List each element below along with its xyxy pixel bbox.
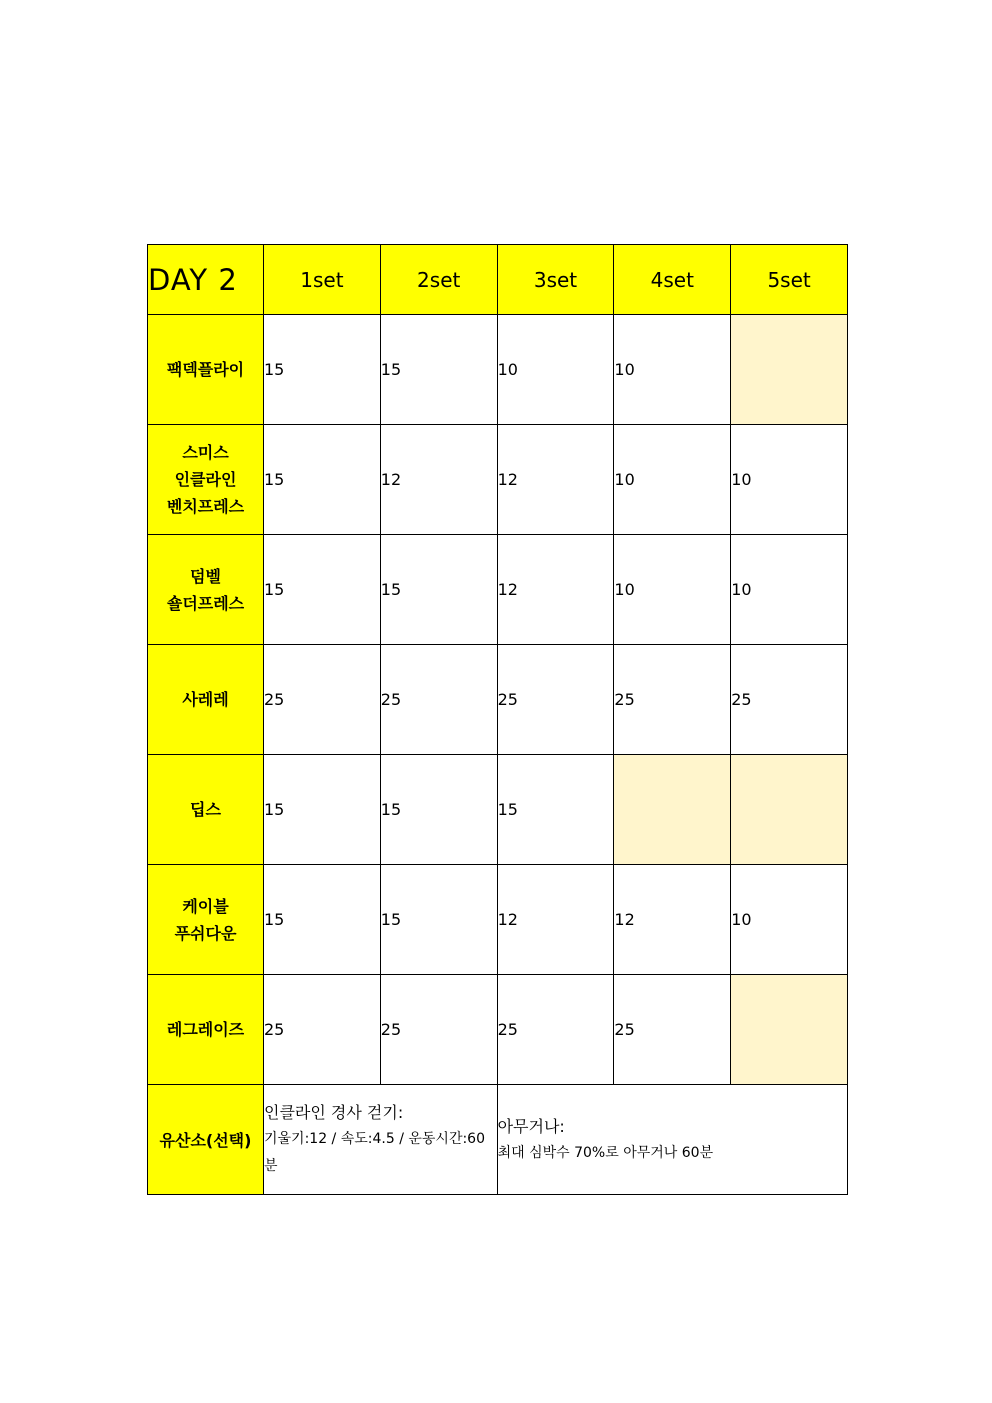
rep-cell: 15 (264, 315, 381, 425)
header-row (148, 245, 848, 315)
exercise-name: 딥스 (148, 755, 264, 865)
rep-cell: 15 (264, 865, 381, 975)
set-header-3: 3set (497, 245, 614, 315)
exercise-row (148, 425, 848, 535)
exercise-name: 스미스 인클라인 벤치프레스 (148, 425, 264, 535)
exercise-name: 사레레 (148, 645, 264, 755)
rep-cell: 25 (497, 975, 614, 1085)
rep-cell: 25 (497, 645, 614, 755)
set-header-1: 1set (264, 245, 381, 315)
rep-cell: 10 (614, 535, 731, 645)
cardio-option-detail: 최대 심박수 70%로 아무거나 60분 (497, 1144, 714, 1161)
rep-cell: 15 (380, 535, 497, 645)
rep-cell: 15 (264, 535, 381, 645)
exercise-row (148, 645, 848, 755)
rep-cell: 12 (614, 865, 731, 975)
rep-cell: 10 (497, 315, 614, 425)
cardio-row (148, 1085, 848, 1195)
cardio-option-incline-walk (264, 1085, 498, 1195)
exercise-row (148, 315, 848, 425)
cardio-option-title: 인클라인 경사 걷기: (264, 1103, 404, 1122)
rep-cell: 15 (264, 425, 381, 535)
rep-cell: 12 (497, 535, 614, 645)
exercise-name: 팩덱플라이 (148, 315, 264, 425)
rep-cell: 25 (614, 975, 731, 1085)
rep-cell: 10 (614, 315, 731, 425)
exercise-name: 케이블 푸쉬다운 (148, 865, 264, 975)
rep-cell: 15 (380, 315, 497, 425)
rep-cell: 25 (264, 645, 381, 755)
rep-cell: 15 (264, 755, 381, 865)
set-header-4: 4set (614, 245, 731, 315)
rep-cell: 25 (380, 975, 497, 1085)
rep-cell: 10 (731, 865, 848, 975)
exercise-row (148, 975, 848, 1085)
rep-cell (731, 315, 848, 425)
day-title: DAY 2 (148, 245, 264, 315)
exercise-row (148, 755, 848, 865)
rep-cell: 15 (380, 865, 497, 975)
cardio-option-title: 아무거나: (497, 1116, 565, 1136)
rep-cell: 12 (497, 865, 614, 975)
rep-cell (614, 755, 731, 865)
set-header-5: 5set (731, 245, 848, 315)
cardio-label: 유산소(선택) (148, 1085, 264, 1195)
rep-cell: 25 (614, 645, 731, 755)
set-header-2: 2set (380, 245, 497, 315)
workout-sheet (147, 244, 847, 1195)
rep-cell: 12 (380, 425, 497, 535)
exercise-name: 레그레이즈 (148, 975, 264, 1085)
exercise-row (148, 535, 848, 645)
rep-cell: 25 (731, 645, 848, 755)
exercise-name: 덤벨 숄더프레스 (148, 535, 264, 645)
rep-cell (731, 975, 848, 1085)
cardio-option-anything (497, 1085, 847, 1195)
exercise-rows (148, 315, 848, 1085)
rep-cell: 10 (731, 535, 848, 645)
rep-cell: 12 (497, 425, 614, 535)
cardio-option-detail: 기울기:12 / 속도:4.5 / 운동시간:60분 (264, 1131, 485, 1174)
rep-cell: 10 (614, 425, 731, 535)
rep-cell: 10 (731, 425, 848, 535)
workout-table (147, 244, 848, 1195)
rep-cell: 25 (380, 645, 497, 755)
exercise-row (148, 865, 848, 975)
rep-cell: 15 (497, 755, 614, 865)
rep-cell: 15 (380, 755, 497, 865)
rep-cell: 25 (264, 975, 381, 1085)
rep-cell (731, 755, 848, 865)
